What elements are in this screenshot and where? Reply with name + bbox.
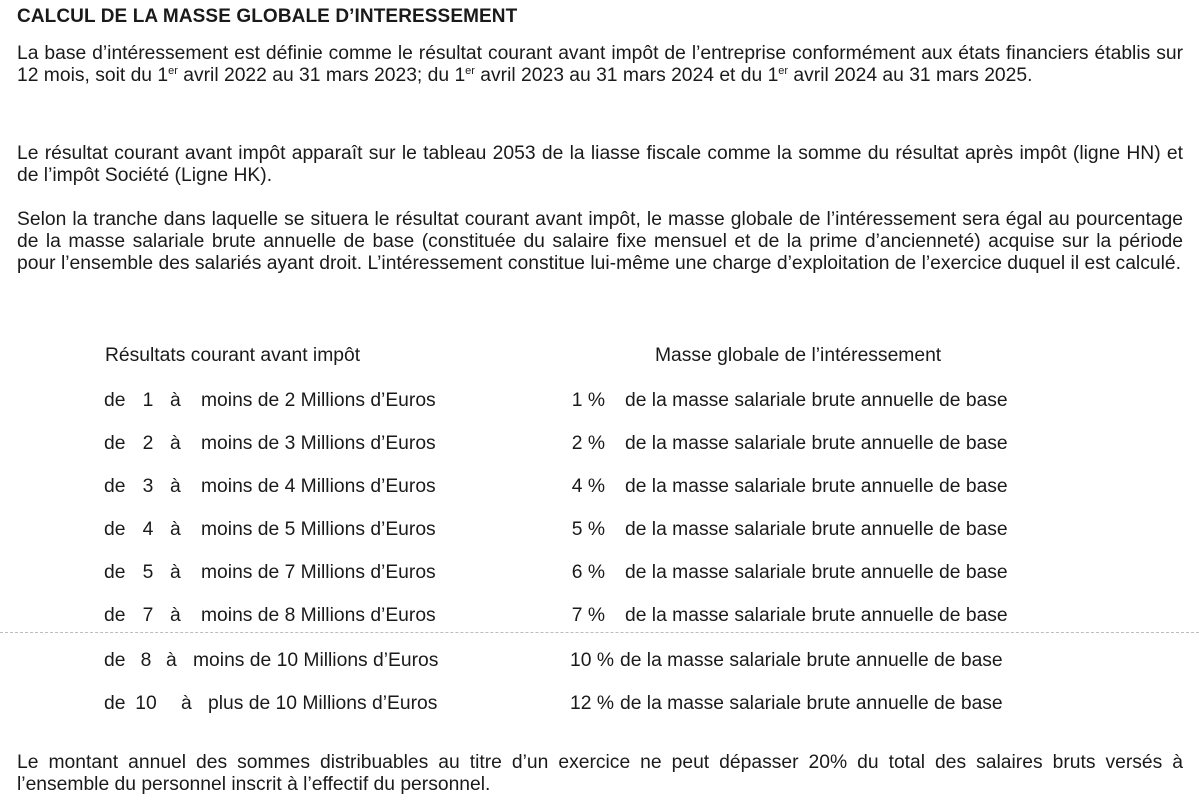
- row-a-label: à: [166, 650, 177, 671]
- row-a-label: à: [170, 605, 181, 626]
- table-header-mass: Masse globale de l’intéressement: [655, 345, 942, 366]
- row-upper-bound: moins de 10 Millions d’Euros: [193, 650, 439, 671]
- row-upper-bound: moins de 2 Millions d’Euros: [201, 390, 436, 411]
- row-percentage: 1 %: [571, 390, 605, 411]
- row-percentage: 4 %: [571, 476, 605, 497]
- row-percentage: 7 %: [571, 605, 605, 626]
- row-description: de la masse salariale brute annuelle de base: [620, 693, 1003, 714]
- row-percentage: 5 %: [571, 519, 605, 540]
- p1-text-b: avril 2022 au 31 mars 2023; du 1: [177, 65, 466, 86]
- row-upper-bound: plus de 10 Millions d’Euros: [208, 693, 438, 714]
- row-de-label: de: [104, 562, 126, 583]
- row-description: de la masse salariale brute annuelle de base: [625, 605, 1008, 626]
- row-a-label: à: [181, 693, 192, 714]
- row-de-label: de: [104, 650, 126, 671]
- row-lower-bound: 2: [142, 433, 154, 454]
- paragraph-tranche-rule: Selon la tranche dans laquelle se situera le résultat courant avant impôt, le masse globale de l’intéressement sera égal au pourcentage de la masse salariale brute annuelle de base (constituée du salaire fixe mensuel et de la prime d’ancienneté) acquise sur la période pour l’ensemble des salariés ayant droit. L’intéressement constitue lui-même une charge d’exploitation de l’exercice duquel il est calculé.: [17, 209, 1183, 274]
- ordinal-superscript: er: [465, 65, 475, 77]
- row-lower-bound: 4: [142, 519, 154, 540]
- row-lower-bound: 8: [140, 650, 152, 671]
- table-row: [0, 649, 1199, 673]
- row-lower-bound: 1: [142, 390, 154, 411]
- paragraph-cap-rule: Le montant annuel des sommes distribuables au titre d’un exercice ne peut dépasser 20% du total des salaires bruts versés à l’ensemble du personnel inscrit à l’effectif du personnel.: [17, 752, 1183, 795]
- p1-text-d: avril 2024 au 31 mars 2025.: [788, 65, 1033, 86]
- row-a-label: à: [170, 519, 181, 540]
- row-percentage: 12 %: [570, 693, 614, 714]
- row-upper-bound: moins de 4 Millions d’Euros: [201, 476, 436, 497]
- row-description: de la masse salariale brute annuelle de base: [625, 562, 1008, 583]
- row-lower-bound: 5: [142, 562, 154, 583]
- p1-text-c: avril 2023 au 31 mars 2024 et du 1: [474, 65, 779, 86]
- paragraph-tax-table: Le résultat courant avant impôt apparaît sur le tableau 2053 de la liasse fiscale comme la somme du résultat après impôt (ligne HN) et de l’impôt Société (Ligne HK).: [17, 143, 1183, 186]
- table-row: [0, 389, 1199, 413]
- table-row: [0, 518, 1199, 542]
- row-de-label: de: [104, 433, 126, 454]
- ordinal-superscript: er: [168, 65, 178, 77]
- row-a-label: à: [170, 562, 181, 583]
- row-upper-bound: moins de 7 Millions d’Euros: [201, 562, 436, 583]
- row-lower-bound: 3: [142, 476, 154, 497]
- row-de-label: de: [104, 693, 126, 714]
- table-header-result: Résultats courant avant impôt: [105, 345, 361, 366]
- row-description: de la masse salariale brute annuelle de base: [620, 650, 1003, 671]
- scan-artifact-line: [0, 632, 1199, 633]
- table-row: [0, 561, 1199, 585]
- paragraph-base-definition: [17, 43, 1183, 87]
- row-lower-bound: 7: [142, 605, 154, 626]
- row-description: de la masse salariale brute annuelle de base: [625, 390, 1008, 411]
- document-title: CALCUL DE LA MASSE GLOBALE D’INTERESSEMENT: [17, 6, 518, 27]
- p1-text-a: La base d’intéressement est définie comme le résultat courant avant impôt de l’entreprise conformément aux états financiers établis sur 12 mois, soit du 1: [17, 43, 1183, 86]
- row-description: de la masse salariale brute annuelle de base: [625, 519, 1008, 540]
- row-upper-bound: moins de 5 Millions d’Euros: [201, 519, 436, 540]
- row-de-label: de: [104, 519, 126, 540]
- row-percentage: 2 %: [571, 433, 605, 454]
- row-de-label: de: [104, 605, 126, 626]
- row-a-label: à: [170, 390, 181, 411]
- row-a-label: à: [170, 476, 181, 497]
- row-description: de la masse salariale brute annuelle de base: [625, 433, 1008, 454]
- row-de-label: de: [104, 476, 126, 497]
- ordinal-superscript: er: [778, 65, 789, 77]
- table-row: [0, 432, 1199, 456]
- table-row: [0, 475, 1199, 499]
- row-upper-bound: moins de 3 Millions d’Euros: [201, 433, 436, 454]
- row-percentage: 6 %: [571, 562, 605, 583]
- row-upper-bound: moins de 8 Millions d’Euros: [201, 605, 436, 626]
- row-a-label: à: [170, 433, 181, 454]
- row-de-label: de: [104, 390, 126, 411]
- row-lower-bound: 10: [135, 693, 157, 714]
- table-row: [0, 604, 1199, 628]
- row-percentage: 10 %: [570, 650, 614, 671]
- table-row: [0, 692, 1199, 716]
- row-description: de la masse salariale brute annuelle de base: [625, 476, 1008, 497]
